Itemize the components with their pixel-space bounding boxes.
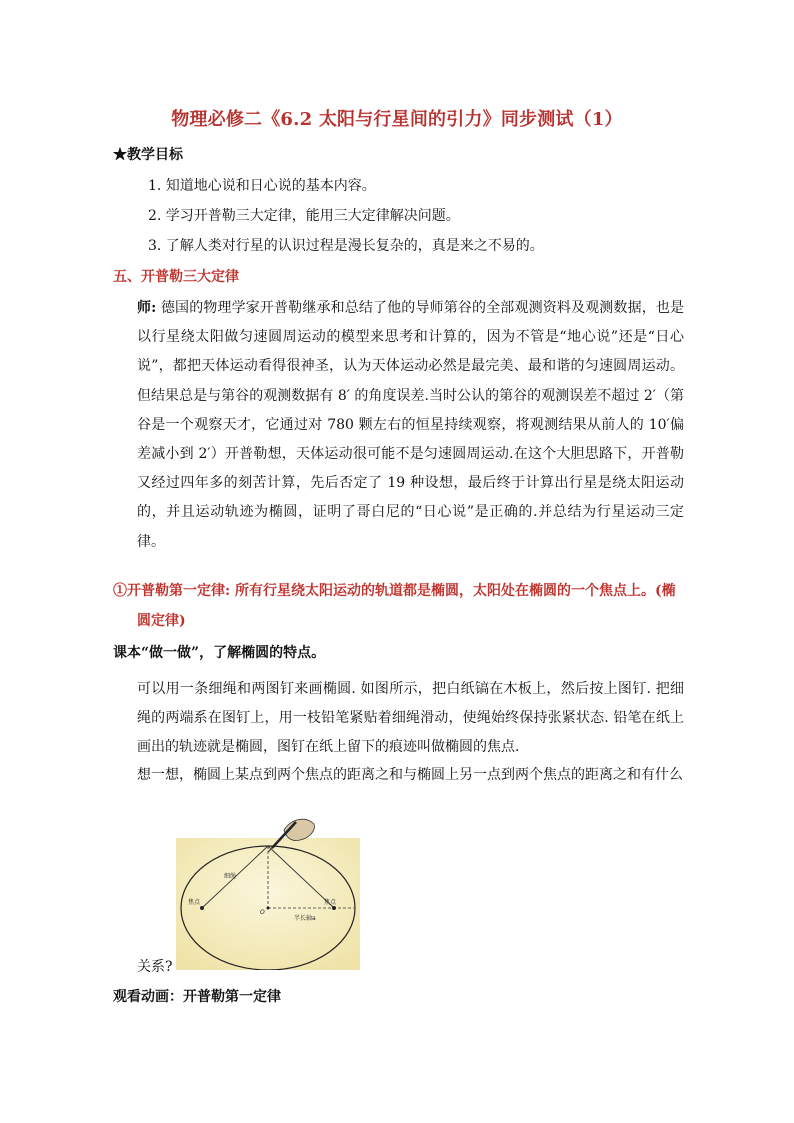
objective-item-1: 1. 知道地心说和日心说的基本内容。	[148, 178, 376, 194]
objective-item-2: 2. 学习开普勒三大定律，能用三大定律解决问题。	[148, 208, 460, 224]
kepler-history-paragraph	[137, 294, 684, 557]
focus-right-point	[332, 906, 336, 910]
section-heading-kepler: 五、开普勒三大定律	[113, 269, 239, 285]
animation-label: 观看动画：开普勒第一定律	[113, 989, 281, 1005]
center-label: O	[260, 909, 265, 916]
focus-left-point	[200, 906, 204, 910]
teacher-label: 师:	[137, 300, 157, 316]
focus-right-label: 焦点	[324, 899, 337, 906]
ellipse-figure	[176, 808, 360, 970]
first-law-line-2: 圆定律)	[137, 613, 186, 629]
objective-item-3: 3. 了解人类对行星的认识过程是漫长复杂的，真是来之不易的。	[148, 238, 544, 254]
focus-left-label: 焦点	[188, 899, 201, 906]
textbook-text: 可以用一条细绳和两图钉来画椭圆. 如图所示，把白纸镐在木板上，然后按上图钉. 把细绳的两端系在图钉上，用一枝铅笔紧贴着细绳滑动，使绳始终保持张紧状态. 铅笔在纸上画出的轨迹就是椭圆，图钉在纸上留下的痕迹叫做椭圆的焦点.	[137, 681, 684, 756]
textbook-heading: 课本“做一做”，了解椭圆的特点。	[113, 645, 326, 661]
history-text: 德国的物理学家开普勒继承和总结了他的导师第谷的全部观测资料及观测数据，也是以行星绕太阳做匀速圆周运动的模型来思考和计算的，因为不管是“地心说”还是“日心说”，都把天体运动看得很神圣，认为天体运动必然是最完美、最和谐的匀速圆周运动。但结果总是与第谷的观测数据有 8′ 的角度误差.当时公认的第谷的观测误差不超过 2′（第谷是一个观察天才，它通过对 780 颗左右的恒星持续观察，将观测结果从前人的 10′偏差减小到 2′）开普勒想，天体运动很可能不是匀速圆周运动.在这个大胆思路下，开普勒又经过四年多的刻苦计算，先后否定了 19 种设想，最后终于计算出行星是绕太阳运动的，并且运动轨迹为椭圆，证明了哥白尼的“日心说”是正确的.并总结为行星运动三定律。	[137, 300, 684, 550]
think-question: 想一想，椭圆上某点到两个焦点的距离之和与椭圆上另一点到两个焦点的距离之和有什么	[137, 767, 683, 783]
first-law-line-1: ①开普勒第一定律: 所有行星绕太阳运动的轨道都是椭圆，太阳处在椭圆的一个焦点上。(椭	[113, 583, 676, 599]
objectives-heading: ★教学目标	[113, 147, 183, 163]
center-point	[267, 907, 270, 910]
textbook-paragraph	[137, 675, 684, 763]
page-title: 物理必修二《6.2 太阳与行星间的引力》同步测试（1）	[171, 109, 623, 130]
string-label: 细绳	[224, 873, 237, 880]
semi-major-label: 半长轴a	[294, 915, 316, 922]
think-question-end: 关系?	[137, 959, 173, 975]
